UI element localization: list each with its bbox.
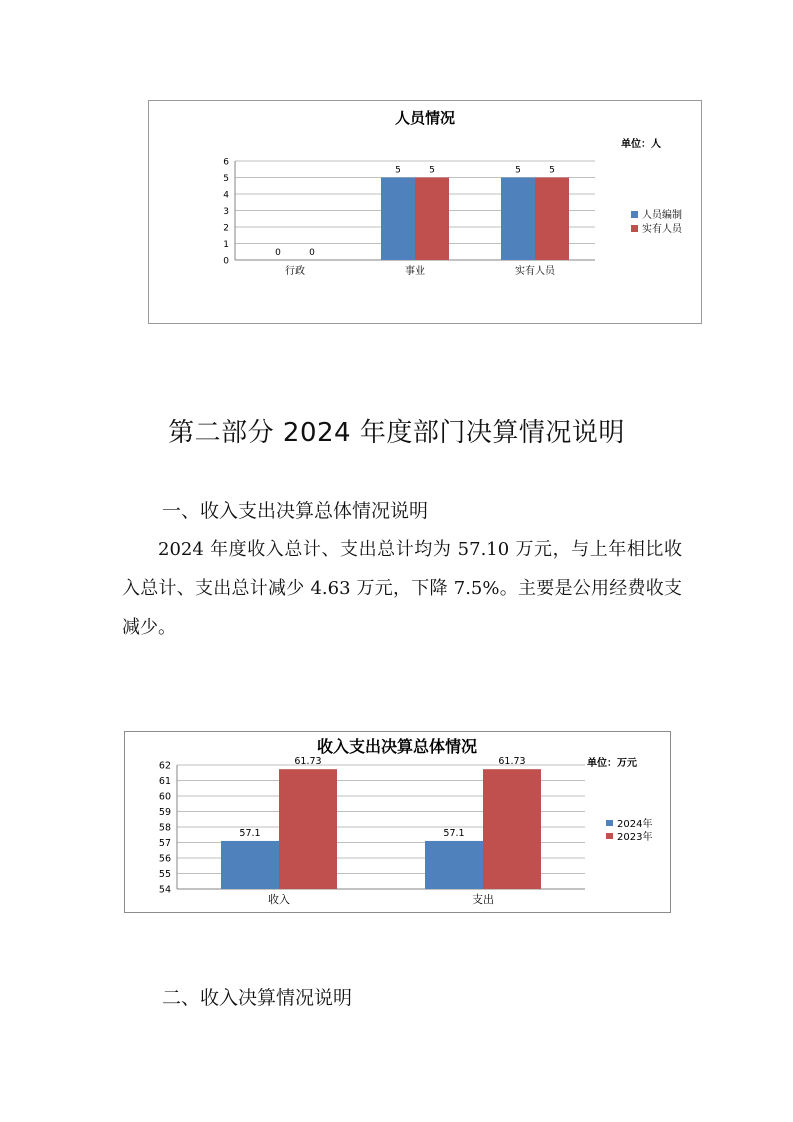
bar [535, 178, 569, 261]
data-label: 5 [429, 165, 435, 176]
data-label: 5 [395, 165, 401, 176]
data-label: 61.73 [498, 756, 526, 768]
data-label: 5 [515, 165, 521, 176]
y-tick-label: 6 [223, 157, 229, 168]
staff-chart-title: 人员情况 [394, 109, 456, 127]
x-category-label: 支出 [472, 893, 494, 906]
bar [415, 178, 449, 261]
heading-income-expense-overview: 一、收入支出决算总体情况说明 [162, 500, 429, 522]
data-label: 0 [309, 248, 315, 258]
data-label: 61.73 [294, 756, 322, 768]
y-tick-label: 58 [158, 822, 171, 834]
x-category-label: 实有人员 [515, 266, 555, 277]
legend-label-2024: 2024年 [617, 819, 653, 830]
heading-income-detail: 二、收入决算情况说明 [162, 987, 353, 1009]
y-tick-label: 0 [223, 256, 229, 267]
section-title: 第二部分 2024 年度部门决算情况说明 [168, 418, 625, 448]
staff-legend [631, 208, 683, 235]
legend-label-staff-quota: 人员编制 [642, 210, 682, 221]
income-expense-bars [221, 769, 541, 889]
bar [425, 841, 483, 889]
legend-swatch-actual-staff [631, 225, 638, 232]
legend-swatch-staff-quota [631, 211, 638, 218]
paragraph-income-expense-overview: 2024 年度收入总计、支出总计均为 57.10 万元，与上年相比收入总计、支出总计减少 4.63 万元，下降 7.5%。主要是公用经费收支减少。 [122, 539, 682, 638]
income-expense-chart [124, 731, 671, 913]
y-tick-label: 5 [223, 174, 229, 184]
staff-unit-label: 单位：人 [621, 139, 661, 150]
bar [381, 178, 415, 261]
y-tick-label: 3 [223, 207, 229, 217]
staff-chart-svg [149, 101, 701, 323]
y-tick-label: 4 [223, 190, 229, 201]
staff-bars [381, 178, 569, 261]
bar [221, 841, 279, 889]
y-tick-label: 56 [158, 853, 171, 865]
x-category-label: 行政 [285, 266, 305, 277]
x-category-label: 收入 [268, 893, 290, 906]
y-tick-label: 2 [223, 223, 229, 234]
y-tick-label: 61 [158, 776, 171, 787]
income-expense-unit-label: 单位：万元 [587, 758, 637, 769]
x-category-label: 事业 [405, 266, 425, 277]
y-tick-label: 60 [158, 791, 171, 803]
staff-chart [148, 100, 702, 324]
data-label: 57.1 [443, 827, 465, 839]
bar [501, 178, 535, 261]
y-tick-label: 54 [158, 884, 171, 896]
legend-label-actual-staff: 实有人员 [642, 224, 682, 235]
data-label: 57.1 [239, 827, 261, 839]
y-tick-label: 55 [158, 869, 171, 880]
y-tick-label: 59 [158, 807, 171, 818]
y-tick-label: 57 [158, 838, 171, 849]
legend-swatch-2024 [606, 820, 613, 826]
income-expense-legend [606, 817, 652, 843]
y-tick-label: 1 [223, 240, 229, 250]
bar [483, 769, 541, 889]
data-label: 5 [549, 165, 555, 176]
legend-swatch-2023 [606, 833, 613, 839]
bar [279, 769, 337, 889]
y-tick-label: 62 [158, 760, 171, 772]
income-expense-chart-svg [125, 732, 670, 912]
legend-label-2023: 2023年 [617, 832, 653, 843]
data-label: 0 [275, 248, 281, 258]
income-expense-chart-title: 收入支出决算总体情况 [316, 737, 478, 756]
